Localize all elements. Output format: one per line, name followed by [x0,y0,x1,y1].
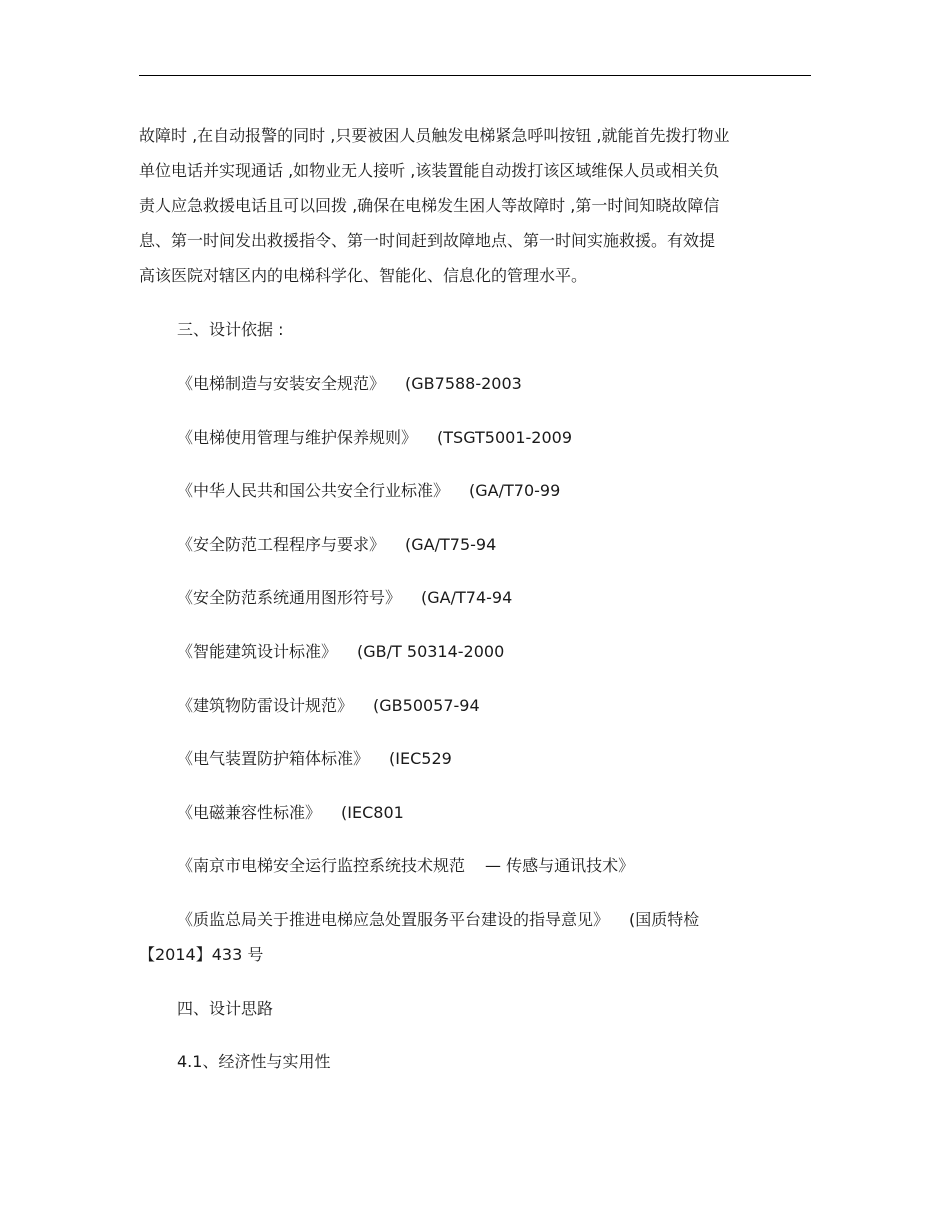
reference-item [139,747,849,771]
section-3-heading: 三、设计依据 : [177,320,284,339]
reference-item [139,372,849,396]
intro-paragraph [139,124,811,299]
reference-title: 《电气装置防护箱体标准》 [177,749,370,768]
reference-item [139,854,849,878]
reference-code: (TSGT5001-2009 [437,428,572,447]
reference-code: — 传感与通讯技术》 [485,856,635,875]
reference-code: (GA/T75-94 [405,535,497,554]
reference-item [139,801,849,825]
intro-line: 单位电话并实现通话 ,如物业无人接听 ,该装置能自动拨打该区域维保人员或相关负 [139,161,720,180]
intro-line: 高该医院对辖区内的电梯科学化、智能化、信息化的管理水平。 [139,266,588,285]
reference-code: (GB7588-2003 [405,374,522,393]
reference-continuation: 【2014】433 号 [139,945,264,964]
reference-item [139,426,849,450]
reference-title: 《电梯使用管理与维护保养规则》 [177,428,418,447]
header-rule [139,75,811,76]
intro-line: 息、第一时间发出救援指令、第一时间赶到故障地点、第一时间实施救援。有效提 [139,231,716,250]
reference-item [139,640,849,664]
reference-title: 《质监总局关于推进电梯应急处置服务平台建设的指导意见》 [177,910,610,929]
reference-code: (GA/T74-94 [421,588,513,607]
reference-code: (GB/T 50314-2000 [357,642,505,661]
reference-code: (国质特检 [629,910,700,929]
reference-code: (GB50057-94 [373,696,480,715]
reference-title: 《建筑物防雷设计规范》 [177,696,354,715]
reference-title: 《安全防范系统通用图形符号》 [177,588,402,607]
section-4-1-heading: 4.1、经济性与实用性 [177,1052,331,1071]
reference-title: 《中华人民共和国公共安全行业标准》 [177,481,450,500]
reference-title: 《电磁兼容性标准》 [177,803,322,822]
reference-title: 《电梯制造与安装安全规范》 [177,374,386,393]
reference-item [139,533,849,557]
reference-item [139,908,849,932]
intro-line: 责人应急救援电话且可以回拨 ,确保在电梯发生困人等故障时 ,第一时间知晓故障信 [139,196,720,215]
reference-item [139,586,849,610]
reference-title: 《智能建筑设计标准》 [177,642,338,661]
reference-item [139,694,849,718]
reference-title: 《安全防范工程程序与要求》 [177,535,386,554]
intro-line: 故障时 ,在自动报警的同时 ,只要被困人员触发电梯紧急呼叫按钮 ,就能首先拨打物业 [139,126,730,145]
reference-title: 《南京市电梯安全运行监控系统技术规范 [177,856,466,875]
reference-code: (IEC801 [341,803,404,822]
reference-item [139,479,849,503]
reference-code: (GA/T70-99 [469,481,561,500]
reference-code: (IEC529 [389,749,452,768]
section-4-heading: 四、设计思路 [177,999,274,1018]
